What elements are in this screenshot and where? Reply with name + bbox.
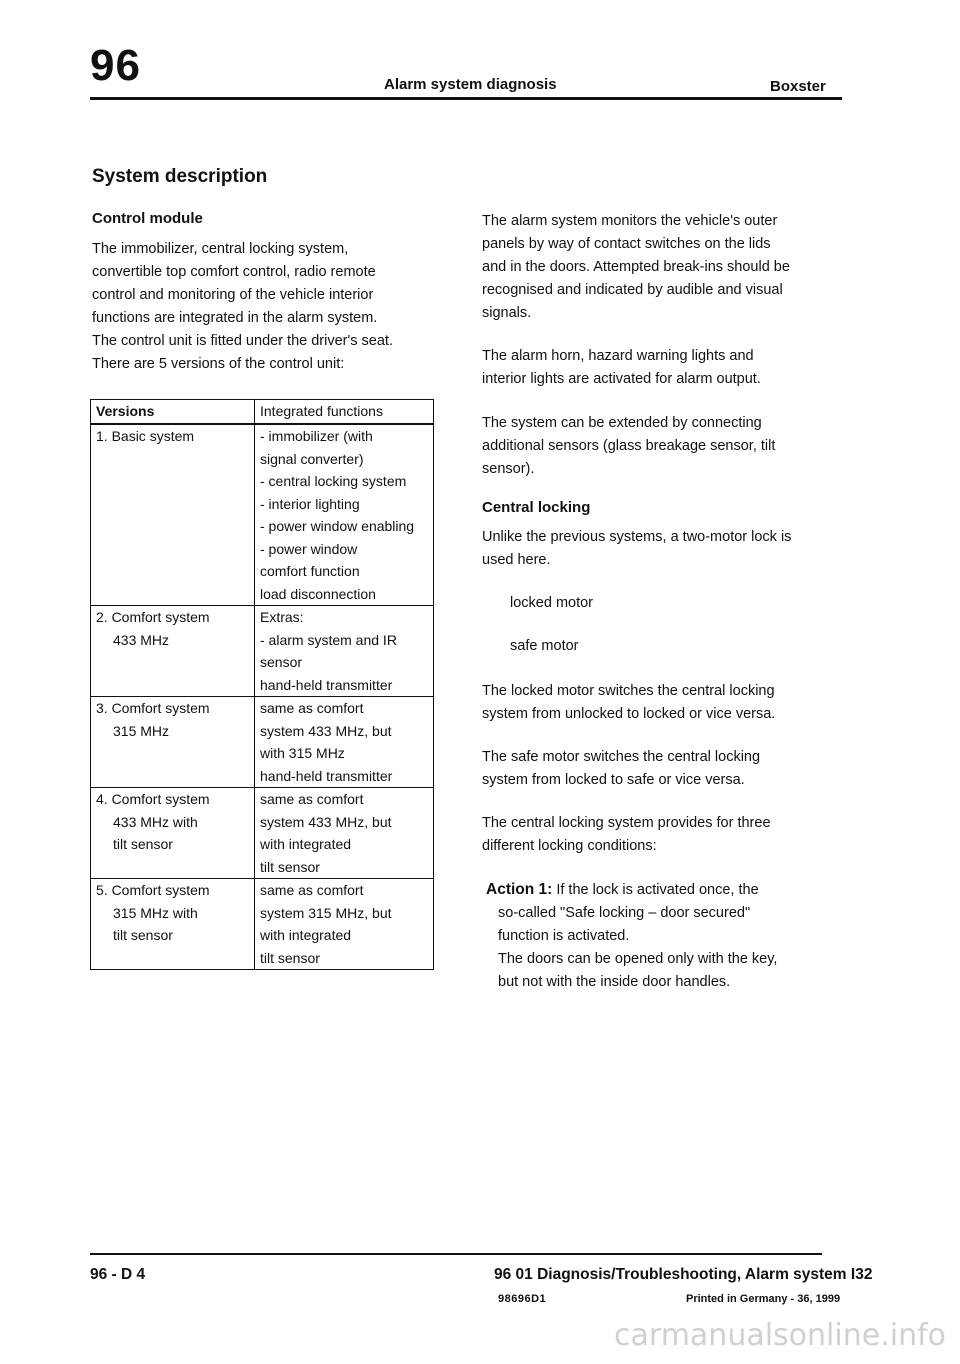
function-line: with integrated xyxy=(260,927,352,943)
header-versions: Versions xyxy=(91,400,255,425)
text-line: system from unlocked to locked or vice versa. xyxy=(482,706,776,722)
footer-reference: 96 01 Diagnosis/Troubleshooting, Alarm system I32 xyxy=(494,1266,873,1283)
version-line: 315 MHz xyxy=(113,722,170,739)
version-line: 3. Comfort system xyxy=(96,700,210,716)
functions-cell xyxy=(255,424,434,606)
function-line: Extras: xyxy=(260,609,304,625)
footer-rule xyxy=(90,1253,822,1255)
function-line: same as comfort xyxy=(260,791,364,807)
text-line: but not with the inside door handles. xyxy=(498,974,731,990)
text-line: additional sensors (glass breakage sensor, tilt xyxy=(482,438,776,454)
table-row xyxy=(91,788,434,879)
intro-line: functions are integrated in the alarm system. xyxy=(92,310,378,326)
chapter-number: 96 xyxy=(90,41,141,90)
text-line: The doors can be opened only with the key, xyxy=(498,951,778,967)
functions-cell xyxy=(255,606,434,697)
version-cell xyxy=(91,697,255,788)
version-line: 4. Comfort system xyxy=(96,791,210,807)
action-1-label: Action 1: xyxy=(486,881,553,898)
function-line: load disconnection xyxy=(260,585,376,602)
action-1-block xyxy=(486,878,836,994)
version-line: 5. Comfort system xyxy=(96,882,210,898)
function-line: tilt sensor xyxy=(260,949,320,966)
table-row xyxy=(91,606,434,697)
intro-line: There are 5 versions of the control unit: xyxy=(92,356,345,372)
text-line: different locking conditions: xyxy=(482,838,657,854)
intro-line: The control unit is fitted under the driver's seat. xyxy=(92,333,393,349)
function-line: system 433 MHz, but xyxy=(260,813,392,830)
sensor-extension-paragraph xyxy=(482,412,832,481)
text-line: Unlike the previous systems, a two-motor lock is xyxy=(482,529,792,545)
header-integrated-functions: Integrated functions xyxy=(255,400,434,425)
document-code: 98696D1 xyxy=(498,1293,547,1305)
control-module-heading: Control module xyxy=(92,210,203,227)
locked-motor-item: locked motor xyxy=(510,595,594,611)
table-row xyxy=(91,424,434,606)
function-line: - power window enabling xyxy=(260,518,415,534)
page-id: 96 - D 4 xyxy=(90,1266,146,1283)
central-locking-heading: Central locking xyxy=(482,499,591,516)
function-line: - alarm system and IR xyxy=(260,631,397,648)
function-line: hand-held transmitter xyxy=(260,676,393,693)
action-1-text: If the lock is activated once, the xyxy=(556,882,759,898)
versions-table xyxy=(90,399,434,970)
functions-cell xyxy=(255,879,434,970)
version-line: 315 MHz with xyxy=(113,904,198,921)
function-line: system 315 MHz, but xyxy=(260,904,392,921)
function-line: same as comfort xyxy=(260,700,364,716)
control-module-intro xyxy=(92,238,442,376)
text-line: The system can be extended by connecting xyxy=(482,415,762,431)
functions-cell xyxy=(255,788,434,879)
function-line: - interior lighting xyxy=(260,495,360,512)
model-name: Boxster xyxy=(770,78,826,95)
version-line: 433 MHz xyxy=(113,631,170,648)
function-line: comfort function xyxy=(260,563,360,579)
intro-line: control and monitoring of the vehicle interior xyxy=(92,287,374,303)
safe-motor-paragraph xyxy=(482,746,832,792)
text-line: signals. xyxy=(482,305,532,321)
text-line: The safe motor switches the central locking xyxy=(482,749,761,765)
function-line: hand-held transmitter xyxy=(260,767,393,784)
text-line: The central locking system provides for three xyxy=(482,815,771,831)
function-line: signal converter) xyxy=(260,450,364,467)
section-title: System description xyxy=(92,166,268,187)
version-line: 2. Comfort system xyxy=(96,609,210,625)
two-motor-paragraph xyxy=(482,526,832,572)
function-line: same as comfort xyxy=(260,882,364,898)
function-line: - immobilizer (with xyxy=(260,428,373,444)
functions-cell xyxy=(255,697,434,788)
version-cell xyxy=(91,788,255,879)
text-line: system from locked to safe or vice versa. xyxy=(482,772,745,788)
alarm-monitoring-paragraph xyxy=(482,210,832,325)
version-line: 1. Basic system xyxy=(96,428,195,444)
text-line: recognised and indicated by audible and visual xyxy=(482,282,783,298)
function-line: with 315 MHz xyxy=(260,745,345,761)
version-cell xyxy=(91,424,255,606)
function-line: - power window xyxy=(260,540,358,557)
text-line: interior lights are activated for alarm output. xyxy=(482,371,761,387)
text-line: used here. xyxy=(482,552,551,568)
locking-conditions-paragraph xyxy=(482,812,832,858)
function-line: - central locking system xyxy=(260,473,407,489)
function-line: tilt sensor xyxy=(260,858,320,875)
text-line: so-called "Safe locking – door secured" xyxy=(498,905,751,921)
table-header-row xyxy=(91,400,434,425)
text-line: and in the doors. Attempted break-ins should be xyxy=(482,259,790,275)
text-line: panels by way of contact switches on the lids xyxy=(482,236,771,252)
safe-motor-item: safe motor xyxy=(510,638,579,654)
text-line: sensor). xyxy=(482,461,535,477)
intro-line: The immobilizer, central locking system, xyxy=(92,241,349,257)
table-row xyxy=(91,879,434,970)
version-line: tilt sensor xyxy=(113,927,173,943)
text-line xyxy=(486,878,836,902)
watermark: carmanualsonline.info xyxy=(614,1318,946,1353)
function-line: with integrated xyxy=(260,836,352,852)
version-cell xyxy=(91,879,255,970)
print-info: Printed in Germany - 36, 1999 xyxy=(686,1293,841,1305)
alarm-output-paragraph xyxy=(482,345,832,391)
header-rule xyxy=(90,97,842,100)
function-line: system 433 MHz, but xyxy=(260,722,392,739)
text-line: The alarm system monitors the vehicle's outer xyxy=(482,213,778,229)
locked-motor-paragraph xyxy=(482,680,832,726)
version-line: 433 MHz with xyxy=(113,813,198,830)
version-line: tilt sensor xyxy=(113,836,173,852)
page-header-title: Alarm system diagnosis xyxy=(384,76,557,93)
version-cell xyxy=(91,606,255,697)
text-line: function is activated. xyxy=(498,928,630,944)
table-row xyxy=(91,697,434,788)
intro-line: convertible top comfort control, radio remote xyxy=(92,264,376,280)
text-line: The alarm horn, hazard warning lights and xyxy=(482,348,754,364)
function-line: sensor xyxy=(260,654,303,670)
text-line: The locked motor switches the central locking xyxy=(482,683,775,699)
